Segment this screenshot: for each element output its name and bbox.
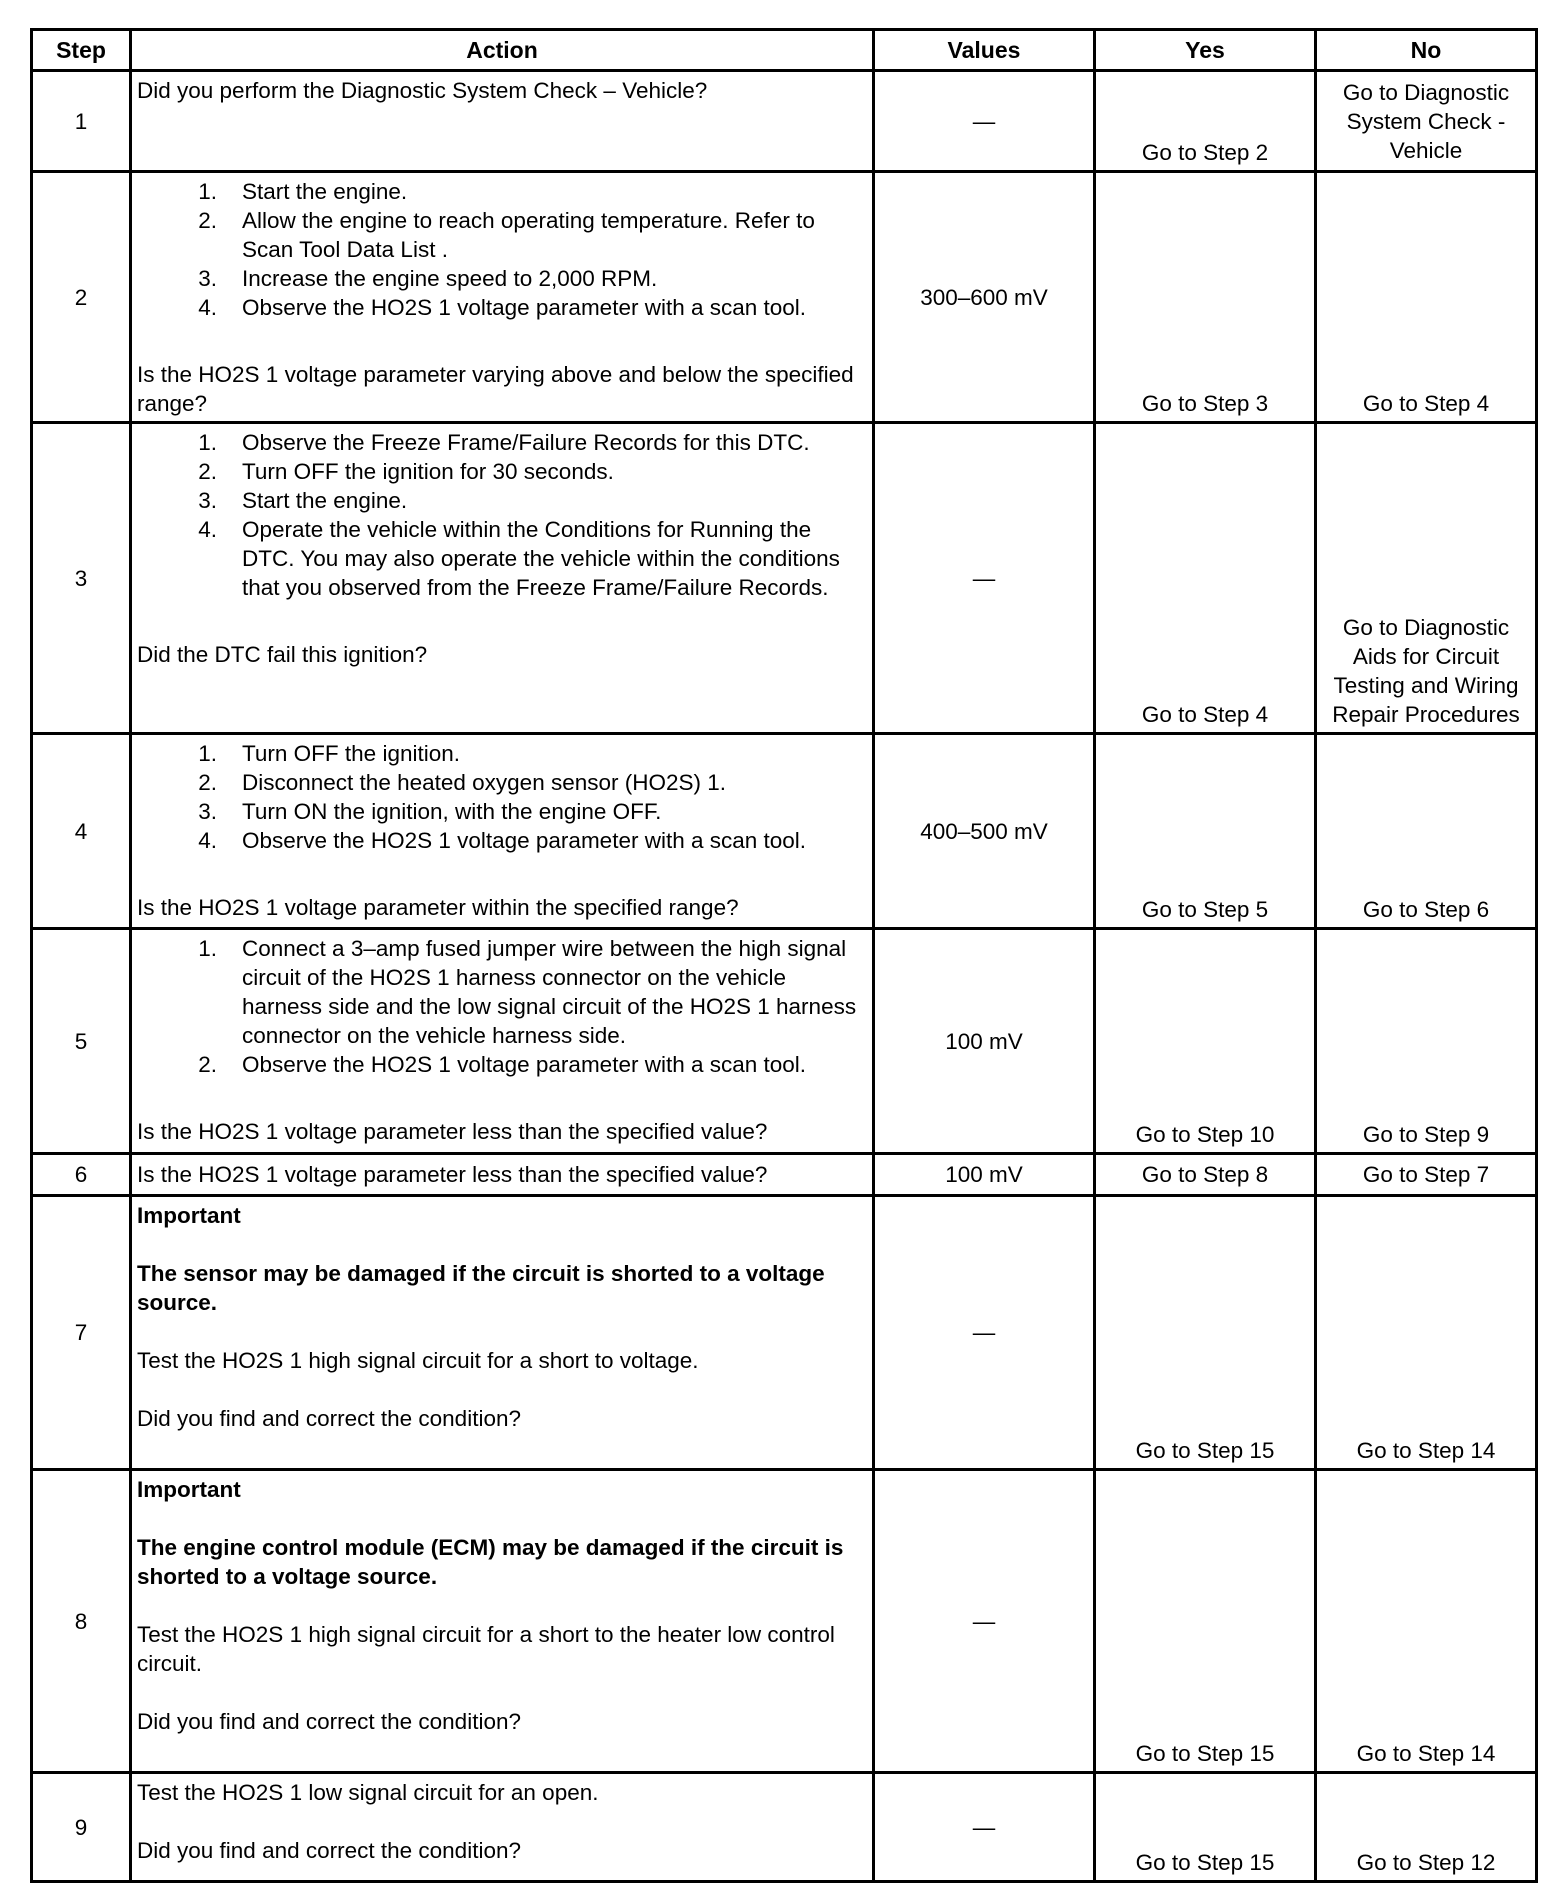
value-cell: — — [874, 1470, 1095, 1773]
list-item: 4. Observe the HO2S 1 voltage parameter with a scan tool. — [198, 828, 807, 853]
action-question: Is the HO2S 1 voltage parameter varying above and below the specified range? — [137, 362, 854, 416]
header-no: No — [1316, 30, 1537, 71]
step-number: 2 — [32, 172, 131, 423]
yes-cell — [1095, 1196, 1316, 1470]
no-link: Go to Step 9 — [1362, 1122, 1490, 1147]
yes-link: Go to Step 15 — [1135, 1741, 1275, 1766]
step-number: 7 — [32, 1196, 131, 1470]
yes-link: Go to Step 3 — [1141, 391, 1269, 416]
action-cell — [131, 71, 874, 172]
no-link: Go to Step 4 — [1362, 391, 1490, 416]
list-item: 2. Observe the HO2S 1 voltage parameter with a scan tool. — [198, 1052, 807, 1077]
action-instruction: Test the HO2S 1 low signal circuit for an open. — [137, 1780, 599, 1805]
action-question: Is the HO2S 1 voltage parameter less than the specified value? — [137, 1162, 768, 1187]
table-row — [32, 1470, 1537, 1773]
table-row — [32, 172, 1537, 423]
list-item: 2. Disconnect the heated oxygen sensor (HO2S) 1. — [198, 770, 727, 795]
header-step: Step — [32, 30, 131, 71]
step-list — [137, 934, 868, 1079]
no-link: Go to Step 14 — [1356, 1438, 1496, 1463]
important-note: The engine control module (ECM) may be damaged if the circuit is shorted to a voltage source. — [137, 1535, 844, 1589]
table-row — [32, 1196, 1537, 1470]
action-cell — [131, 929, 874, 1154]
action-cell — [131, 1470, 874, 1773]
list-item: 1. Connect a 3–amp fused jumper wire between the high signal circuit of the HO2S 1 harness connector on the vehicle harness side and the low signal circuit of the HO2S 1 harness connector on the vehicle harness side. — [198, 936, 857, 1048]
header-action: Action — [131, 30, 874, 71]
no-cell — [1316, 1154, 1537, 1196]
yes-cell — [1095, 1154, 1316, 1196]
list-item: 4. Operate the vehicle within the Conditions for Running the DTC. You may also operate the vehicle within the conditions that you observed from the Freeze Frame/Failure Records. — [198, 517, 840, 600]
header-yes: Yes — [1095, 30, 1316, 71]
yes-link: Go to Step 10 — [1135, 1122, 1275, 1147]
no-cell — [1316, 1773, 1537, 1882]
yes-link: Go to Step 5 — [1141, 897, 1269, 922]
action-cell — [131, 423, 874, 734]
no-link: Go to Step 7 — [1362, 1162, 1490, 1187]
list-item: 1. Turn OFF the ignition. — [198, 741, 461, 766]
action-question: Did you find and correct the condition? — [137, 1838, 521, 1863]
no-cell — [1316, 1470, 1537, 1773]
yes-cell — [1095, 734, 1316, 929]
no-cell — [1316, 423, 1537, 734]
no-cell — [1316, 929, 1537, 1154]
no-link: Go to Step 6 — [1362, 897, 1490, 922]
table-row — [32, 1154, 1537, 1196]
table-row — [32, 734, 1537, 929]
yes-cell — [1095, 172, 1316, 423]
value-cell: 300–600 mV — [874, 172, 1095, 423]
list-item: 4. Observe the HO2S 1 voltage parameter with a scan tool. — [198, 295, 807, 320]
step-number: 4 — [32, 734, 131, 929]
yes-cell — [1095, 1470, 1316, 1773]
no-link: Go to Step 14 — [1356, 1741, 1496, 1766]
header-values: Values — [874, 30, 1095, 71]
yes-link: Go to Step 15 — [1135, 1850, 1275, 1875]
action-question: Did the DTC fail this ignition? — [137, 642, 428, 667]
action-question: Is the HO2S 1 voltage parameter less than the specified value? — [137, 1119, 768, 1144]
action-instruction: Test the HO2S 1 high signal circuit for a short to voltage. — [137, 1348, 699, 1373]
step-number: 3 — [32, 423, 131, 734]
step-number: 8 — [32, 1470, 131, 1773]
yes-link: Go to Step 15 — [1135, 1438, 1275, 1463]
yes-link: Go to Step 4 — [1141, 702, 1269, 727]
action-question: Did you perform the Diagnostic System Check – Vehicle? — [137, 78, 708, 103]
action-cell — [131, 1773, 874, 1882]
no-cell — [1316, 71, 1537, 172]
step-list — [137, 177, 868, 322]
step-number: 9 — [32, 1773, 131, 1882]
list-item: 3. Start the engine. — [198, 488, 408, 513]
important-label: Important — [137, 1203, 241, 1228]
value-cell: — — [874, 423, 1095, 734]
value-cell: — — [874, 1773, 1095, 1882]
yes-cell — [1095, 71, 1316, 172]
value-cell: 400–500 mV — [874, 734, 1095, 929]
yes-cell — [1095, 929, 1316, 1154]
list-item: 3. Increase the engine speed to 2,000 RPM. — [198, 266, 658, 291]
value-cell: 100 mV — [874, 929, 1095, 1154]
list-item: 1. Observe the Freeze Frame/Failure Records for this DTC. — [198, 430, 810, 455]
table-row — [32, 929, 1537, 1154]
step-list — [137, 739, 868, 855]
no-cell — [1316, 172, 1537, 423]
value-cell: 100 mV — [874, 1154, 1095, 1196]
yes-link: Go to Step 8 — [1141, 1162, 1269, 1187]
action-question: Is the HO2S 1 voltage parameter within the specified range? — [137, 895, 739, 920]
no-link: Go to Step 12 — [1356, 1850, 1496, 1875]
no-cell — [1316, 1196, 1537, 1470]
step-number: 6 — [32, 1154, 131, 1196]
action-cell — [131, 1154, 874, 1196]
action-cell — [131, 172, 874, 423]
list-item: 1. Start the engine. — [198, 179, 408, 204]
action-question: Did you find and correct the condition? — [137, 1406, 521, 1431]
action-cell — [131, 1196, 874, 1470]
list-item: 3. Turn ON the ignition, with the engine OFF. — [198, 799, 662, 824]
table-row — [32, 1773, 1537, 1882]
table-row — [32, 423, 1537, 734]
yes-cell — [1095, 1773, 1316, 1882]
list-item: 2. Turn OFF the ignition for 30 seconds. — [198, 459, 614, 484]
no-link: Go to Diagnostic Aids for Circuit Testing and Wiring Repair Procedures — [1332, 615, 1520, 727]
important-note: The sensor may be damaged if the circuit is shorted to a voltage source. — [137, 1261, 825, 1315]
action-cell — [131, 734, 874, 929]
value-cell: — — [874, 71, 1095, 172]
step-number: 1 — [32, 71, 131, 172]
diagnostic-table — [30, 28, 1538, 1883]
no-link: Go to Diagnostic System Check - Vehicle — [1342, 79, 1510, 163]
yes-cell — [1095, 423, 1316, 734]
header-row — [32, 30, 1537, 71]
step-list — [137, 428, 868, 602]
action-instruction: Test the HO2S 1 high signal circuit for a short to the heater low control circuit. — [137, 1622, 835, 1676]
list-item: 2. Allow the engine to reach operating temperature. Refer to Scan Tool Data List . — [198, 208, 815, 262]
yes-link: Go to Step 2 — [1141, 140, 1269, 165]
no-cell — [1316, 734, 1537, 929]
table-row — [32, 71, 1537, 172]
step-number: 5 — [32, 929, 131, 1154]
value-cell: — — [874, 1196, 1095, 1470]
action-question: Did you find and correct the condition? — [137, 1709, 521, 1734]
important-label: Important — [137, 1477, 241, 1502]
